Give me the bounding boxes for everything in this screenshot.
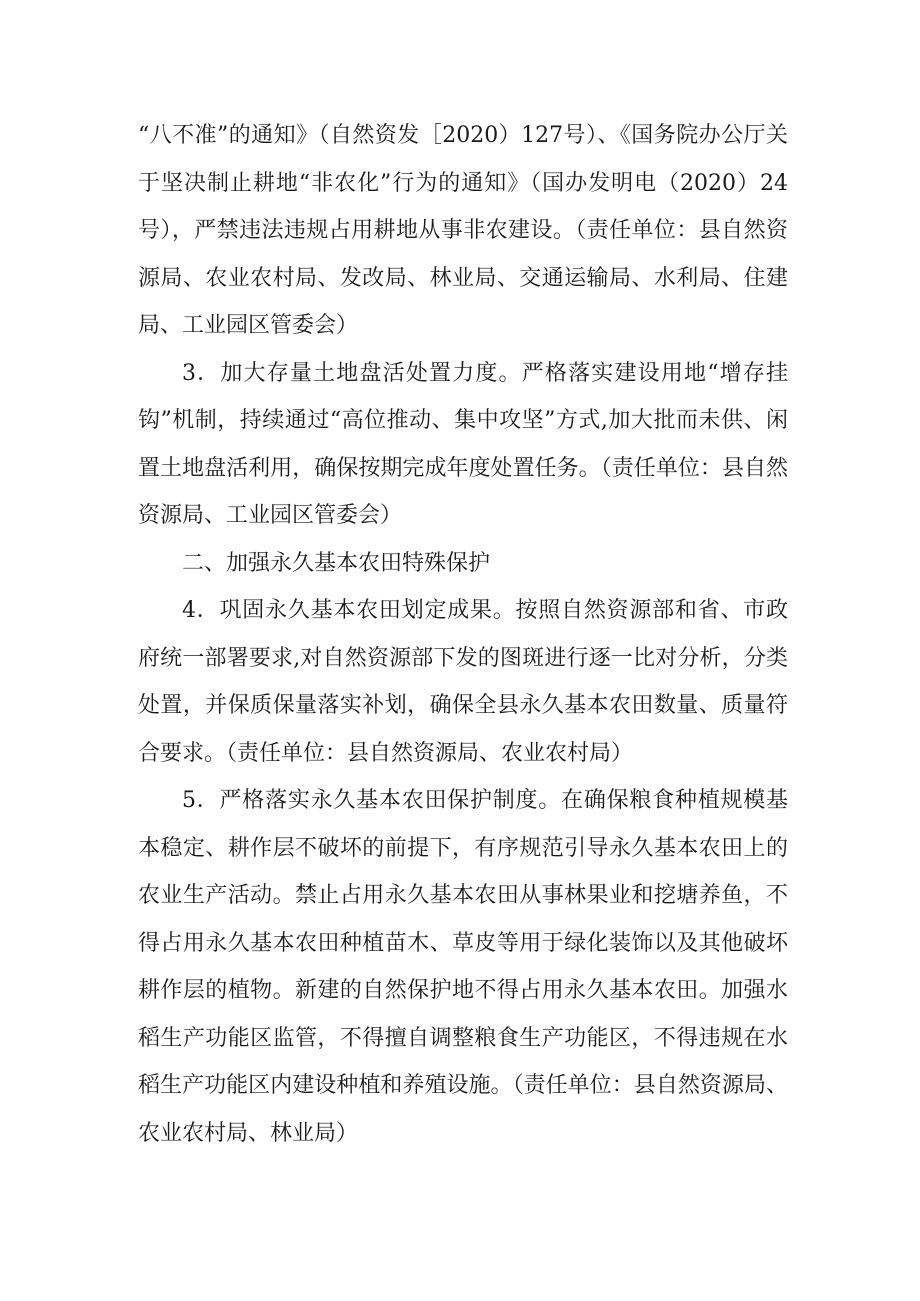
paragraph-item-3: 3．加大存量土地盘活处置力度。严格落实建设用地“增存挂钩”机制，持续通过“高位推动、集中攻坚”方式,加大批而未供、闲置土地盘活利用，确保按期完成年度处置任务。（责任单位：县自然资源局、工业园区管委会） — [138, 360, 788, 528]
paragraph-item-4: 4．巩固永久基本农田划定成果。按照自然资源部和省、市政府统一部署要求,对自然资源部下发的图斑进行逐一比对分析，分类处置，并保质保量落实补划，确保全县永久基本农田数量、质量符合要求。（责任单位：县自然资源局、农业农村局） — [138, 598, 788, 766]
paragraph-item-5: 5．严格落实永久基本农田保护制度。在确保粮食种植规模基本稳定、耕作层不破坏的前提下，有序规范引导永久基本农田上的农业生产活动。禁止占用永久基本农田从事林果业和挖塘养鱼，不得占用永久基本农田种植苗木、草皮等用于绿化装饰以及其他破坏耕作层的植物。新建的自然保护地不得占用永久基本农田。加强水稻生产功能区监管，不得擅自调整粮食生产功能区，不得违规在水稻生产功能区内建设种植和养殖设施。（责任单位：县自然资源局、农业农村局、林业局） — [138, 788, 788, 1146]
section-heading-2: 二、加强永久基本农田特殊保护 — [182, 550, 491, 576]
document-body — [138, 112, 788, 1157]
paragraph-continuation: “八不准”的通知》（自然资发［2020）127号）、《国务院办公厅关于坚决制止耕地“非农化”行为的通知》（国办发明电（2020）24号），严禁违法违规占用耕地从事非农建设。（责任单位：县自然资源局、农业农村局、发改局、林业局、交通运输局、水利局、住建局、工业园区管委会） — [138, 123, 788, 338]
